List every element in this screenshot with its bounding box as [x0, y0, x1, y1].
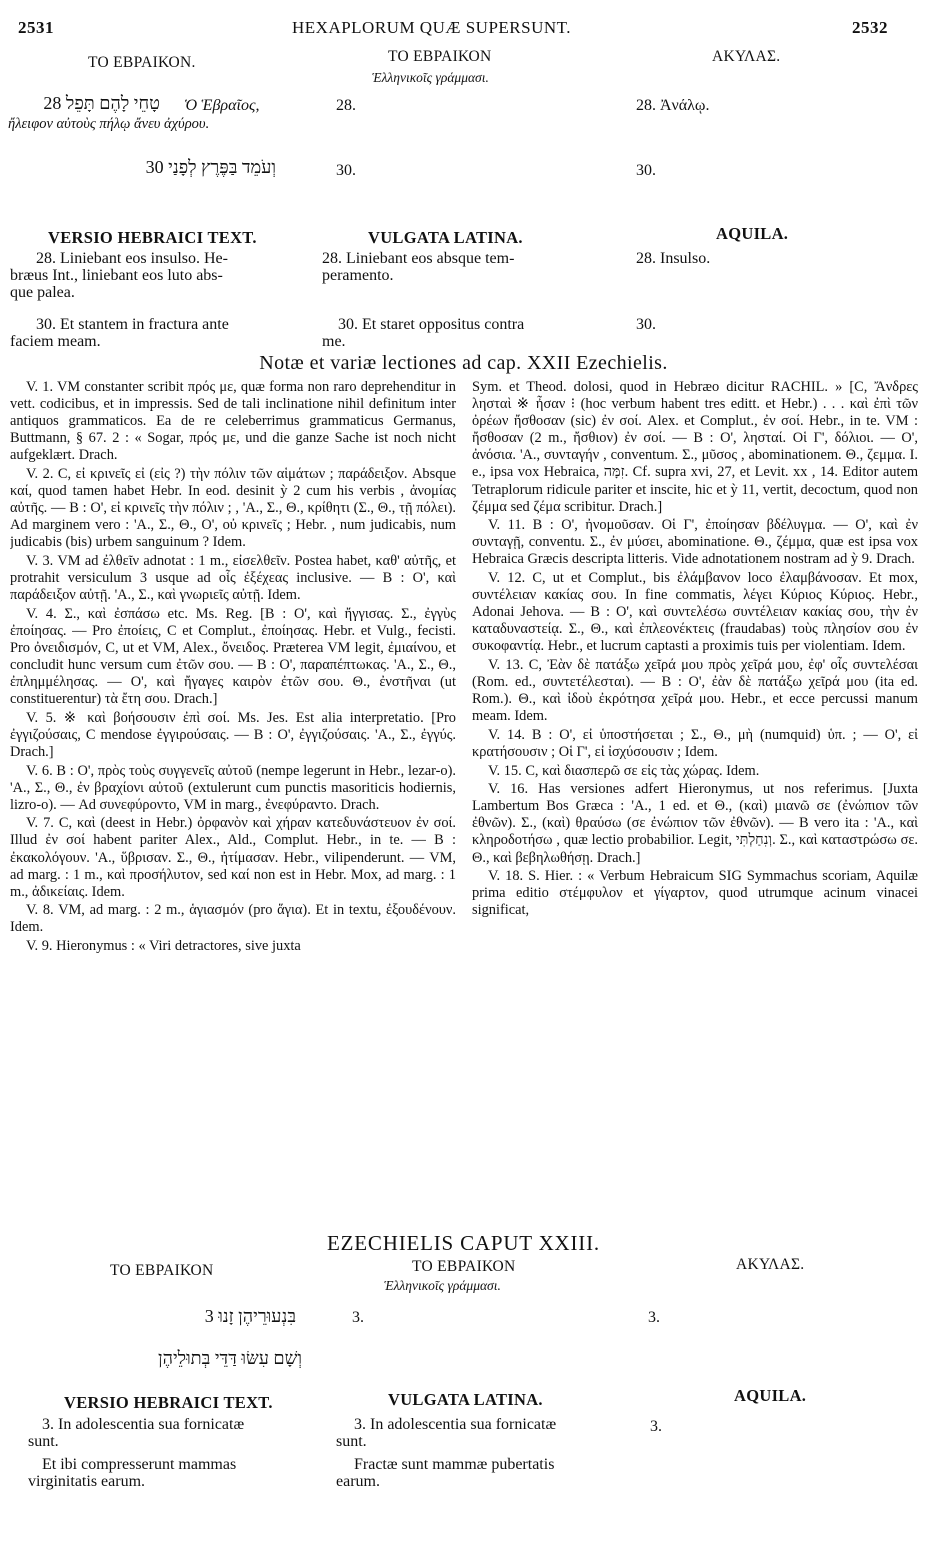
note-v9: V. 9. Hieronymus : « Viri detractores, sive juxta: [26, 938, 301, 954]
note-v11: V. 11. B : Ο', ἠνομοῦσαν. Οἱ Γ', ἐποίησαν βδέλυγμα. — Ο', καὶ ἐν συνταγῇ, conventu. Σ., ἐν μύσει, abominatione. Θ., ζέμμα, quæ est ipsa vox Hebraica Græcis descripta litteris. Vide adnotationem nostram ad ỳ 9. Drach.: [472, 517, 918, 568]
note-v9-continued: Sym. et Theod. dolosi, quod in Hebræo dicitur RACHIL. » [C, Ἄνδρες λησταὶ ※ ἦσαν ⁝ (hoc verbum habent tres editt. et Hebr.) . . . καὶ ἐπὶ τῶν ὀρέων ἤσθοσαν (sic) ἐν σοί. Alex. et Complut., ἐν σοί. Hebr., in te. VM : ἤσθοσαν (2 m., ἤσθιον) ἐν σοί. — B : Ο', λησταί. Οἱ Γ', δόλιοι. — Ο', ἀνόσια. 'Α., συνταγήν , conventum. Σ., μῦσος , abominationem. Θ., ζεμμα. I. e., ipsa vox Hebraica, זִמָּה. Cf. supra xvi, 27, et Levit. xx , 14. Editor autem Tetraplorum ridicule pariter et inscite, hic et ỳ 11, vertit, decoctum, quod non ζέμμα sed ζέμα scribitur. Drach.]: [472, 379, 918, 515]
note-v2: V. 2. C, εἰ κρινεῖς εἰ (εἰς ?) τὴν πόλιν τῶν αἱμάτων ; παράδειξον. Absque καί, quod tamen habet Hebr. In eod. desinit ỳ 2 cum his verbis , ἀνομίας αὐτῆς. — B : Ο', εἰ κρινεῖς τὴν πόλιν ; , 'Α., Σ., Θ., κρίθητι (Σ., Θ., τῇ πόλει). Ad marginem vero : 'Α., Σ., Θ., Ο', οὐ κρινεῖς ; Hebr. , num judicabis, num judicabis (bis) urbem sanguinum ? Idem.: [10, 465, 456, 551]
note-v14: V. 14. B : Ο', εἰ ὑποστήσεται ; Σ., Θ., μὴ (numquid) ὑπ. ; — Ο', εἰ κρατήσουσιν ; Οἱ Γ', εἰ ἰσχύσουσιν ; Idem.: [472, 726, 918, 760]
notes-left-column: [10, 379, 456, 1209]
note-v12: V. 12. C, ut et Complut., bis ἐλάμβανον loco ἐλαμβάνοσαν. Et mox, συντέλειαν κακίας σου. In fine commatis, λέγει Κύριος Κύριος. Hebr., Adonai Jehova. — B : Ο', καὶ συντελέσω συντέλειαν κακίας σου, τὴν ἐν καταδυναστείᾳ. Σ., Θ., καὶ ἐπλεονέκτεις (fraudabas) τοὺς πλησίον σου ἐν συκοφαντίᾳ. Hebr., et lucrum captasti a proximis tuis per violentiam. Idem.: [472, 570, 918, 655]
chapter-hebrew-verse-3-cont: וְשָׁם עִשּׂוּ דַּדֵּי בְּתוּלֵיהֶן: [158, 1348, 302, 1368]
vulgata-28-line-2: peramento.: [322, 267, 394, 284]
versio-28-line-2: bræus Int., liniebant eos luto abs-: [10, 267, 223, 284]
chapter-hebrew-verse-3: בִּנְעוּרֵיהֶן זָנוּ 3: [204, 1306, 296, 1326]
transliteration-verse-30: 30.: [336, 162, 356, 179]
chapter-title: EZECHIELIS CAPUT XXIII.: [327, 1231, 600, 1255]
vulgata-verse-30: [322, 316, 612, 350]
chapter-vulgata-line-2: sunt.: [336, 1433, 367, 1450]
chapter-versio-line-2: sunt.: [28, 1433, 59, 1450]
transliteration-subheading: Ἑλληνικοῖς γράμμασι.: [372, 70, 489, 85]
chapter-hebrew-heading: ΤΟ ΕΒΡΑΙΚΟΝ: [110, 1262, 214, 1279]
aquila-verse-30: 30.: [636, 162, 656, 179]
note-v7: V. 7. C, καὶ (deest in Hebr.) ὀρφανὸν καὶ χήραν κατεδυνάστευον ἐν σοί. Illud ἐν σοί habent pariter Alex., Ald., Complut. Hebr., in te. — B : ἐκακολόγουν. 'Α., ὕβρισαν. Σ., Θ., ἠτίμασαν. Hebr., vilipenderunt. — VM, ad marg. : 1 m., καὶ προσήλυτον, sed καί non est in Hebr. Mox, ad marg. : 1 m., ἀδικείαις. Idem.: [10, 815, 456, 900]
note-v1: V. 1. VM constanter scribit πρός με, quæ forma non raro deprehenditur in vett. codicibus, et in impressis. Sed de tali inclinatione nihil definitum inter antiquos grammaticos. Ea de re celeberrimus grammaticus Germanus, Buttmann, § 67. 2 : « Sogar, πρός με, und die ganze Sache ist noch nicht aufgeklært. Drach.: [10, 379, 456, 464]
vulgata-30-line-2: me.: [322, 333, 346, 350]
aquila-latin-30: 30.: [636, 316, 656, 333]
chapter-versio-line-1: 3. In adolescentia sua fornicatæ: [42, 1416, 245, 1433]
transliteration-column-heading: ΤΟ ΕΒΡΑΙΚΟΝ: [388, 48, 492, 65]
chapter-aquila-verse-3: 3.: [648, 1309, 660, 1326]
chapter-aquila-heading: ΑΚΥΛΑΣ.: [736, 1256, 805, 1273]
running-title: HEXAPLORUM QUÆ SUPERSUNT.: [292, 18, 572, 37]
versio-30-line-2: faciem meam.: [10, 333, 101, 350]
aquila-verse-28: 28. Ἀνάλῳ.: [636, 97, 710, 114]
chapter-vulgata-heading: VULGATA LATINA.: [388, 1390, 543, 1409]
note-v16: V. 16. Has versiones adfert Hieronymus, ut nos referimus. [Juxta Lambertum Bos Græca : 'Α., 1 ed. et Θ., (καὶ) μιανῶ σε (ἐνώπιον τῶν ἐθνῶν). Σ., (καὶ) θραύσω (σε ἐνώπιον τῶν ἐθνῶν). — B vero ita : 'Α., καὶ κληροδοτήσω , quæ lectio probabilior. Legit, וְנִחַלְתִּי. Σ., καὶ καταστρώσω σε. Θ., καὶ βεβηλωθήσῃ. Drach.]: [472, 781, 918, 866]
chapter-vulgata-verse-3: [336, 1416, 626, 1490]
versio-28-line-1: 28. Liniebant eos insulso. He-: [36, 250, 228, 267]
hebrew-column-heading: ΤΟ ΕΒΡΑΙΚΟΝ.: [88, 54, 196, 71]
vulgata-28-line-1: 28. Liniebant eos absque tem-: [322, 250, 515, 267]
hebrew-verse-30: וְעֹמֵד בַּפֶּרֶץ לְפָנַי 30: [145, 157, 276, 177]
chapter-vulgata-line-4: earum.: [336, 1473, 380, 1490]
chapter-versio-heading: VERSIO HEBRAICI TEXT.: [64, 1393, 273, 1412]
vulgata-30-line-1: 30. Et staret oppositus contra: [338, 316, 525, 333]
chapter-transliteration-verse-3: 3.: [352, 1309, 364, 1326]
notes-title: Notæ et variæ lectiones ad cap. XXII Ezechielis.: [259, 352, 668, 374]
chapter-versio-line-4: virginitatis earum.: [28, 1473, 146, 1490]
note-v15: V. 15. C, καὶ διασπερῶ σε εἰς τὰς χώρας. Idem.: [488, 762, 760, 779]
hebrew-verse-28: טָחֵי לָהֶם תָּפֵל 28: [43, 93, 160, 113]
aquila-latin-28: 28. Insulso.: [636, 250, 711, 267]
note-v6: V. 6. B : Ο', πρὸς τοὺς συγγενεῖς αὐτοῦ (nempe legerunt in Hebr., lezar-o). 'Α., Σ., Θ., ἐν βραχίονι αὐτοῦ (extulerunt cum punctis masoriticis hodiernis, lizro-o). — Ad συνεφύροντο, VM in marg., ἐνεφύραντο. Drach.: [10, 762, 456, 813]
chapter-transliteration-heading: ΤΟ ΕΒΡΑΙΚΟΝ: [412, 1258, 516, 1275]
transliteration-verse-28: 28.: [336, 97, 356, 114]
note-v3: V. 3. VM ad ἐλθεῖν adnotat : 1 m., εἰσελθεῖν. Postea habet, καθ' αὐτῆς, et protrahit versiculum 3 usque ad οἷς ἐξέχεας inclusive. — B : Ο', καὶ παράδειξον αὐτῇ. 'Α., Σ., καὶ γνωριεῖς αὐτῇ. Idem.: [10, 552, 456, 604]
chapter-aquila-latin-verse-3: 3.: [650, 1418, 662, 1435]
greek-verse-28-text: ἤλειφον αὐτοὺς πήλῳ ἄνευ ἀχύρου.: [8, 116, 210, 132]
vulgata-heading: VULGATA LATINA.: [368, 228, 523, 247]
note-v18: V. 18. S. Hier. : « Verbum Hebraicum SIG Symmachus scoriam, Aquilæ prima editio στέμφυλον et γίγαρτον, quod utrumque acinum vinacei significat,: [472, 868, 918, 919]
chapter-transliteration-subheading: Ἑλληνικοῖς γράμμασι.: [384, 1278, 501, 1293]
versio-heading: VERSIO HEBRAICI TEXT.: [48, 228, 257, 247]
note-v5: V. 5. ※ καὶ βοήσουσιν ἐπὶ σοί. Ms. Jes. Est alia interpretatio. [Pro ἐγγιζούσαις, C mendose ἐγγιρούσαις. — B : Ο', ἐγγιζούσαις. 'Α., Σ., ἐγγύς. Drach.]: [10, 709, 456, 760]
notes-right-column: [472, 379, 918, 1209]
left-page-number: 2531: [18, 18, 54, 37]
versio-verse-28: [10, 250, 310, 301]
chapter-vulgata-line-3: Fractæ sunt mammæ pubertatis: [354, 1456, 555, 1473]
chapter-vulgata-line-1: 3. In adolescentia sua fornicatæ: [354, 1416, 557, 1433]
aquila-column-heading: ΑΚΥΛΑΣ.: [712, 48, 781, 65]
versio-28-line-3: que palea.: [10, 284, 75, 301]
chapter-versio-verse-3: [28, 1416, 328, 1490]
note-v8: V. 8. VM, ad marg. : 2 m., ἁγιασμόν (pro ἅγια). Et in textu, ἐξουδένουν. Idem.: [10, 902, 456, 936]
right-page-number: 2532: [852, 18, 888, 37]
versio-30-line-1: 30. Et stantem in fractura ante: [36, 316, 229, 333]
chapter-versio-line-3: Et ibi compresserunt mammas: [42, 1456, 237, 1473]
greek-verse-28-label: Ὁ Ἑβραῖος,: [184, 97, 260, 114]
vulgata-verse-28: [322, 250, 612, 284]
versio-verse-30: [10, 316, 310, 350]
note-v13: V. 13. C, Ἐὰν δὲ πατάξω χεῖρά μου πρὸς χεῖρά μου, ἐφ' οἷς συντελέσαι (Rom. ed., συντετέλεσται). — B : Ο', ἐὰν δὲ πατάξω χεῖρά μου (ita ed. Rom.). Θ., καὶ ἰδοὺ ἐκρότησα χεῖρά μου. Hebr., et ecce percussi manum meam. Idem.: [472, 657, 918, 725]
aquila-latin-heading: AQUILA.: [716, 224, 789, 243]
chapter-aquila-latin-heading: AQUILA.: [734, 1386, 807, 1405]
note-v4: V. 4. Σ., καὶ ἐσπάσω etc. Ms. Reg. [B : Ο', καὶ ἤγγισας. Σ., ἐγγὺς ἐποίησας. — Pro ἐποίεις, C et Complut., ἐποίησας. Hebr. et Vulg., fecisti. Pro ὀνειδισμόν, C, ut et VM, Alex., ὄνειδος. Præterea VM legit, ἐμιαίνου, et concludit hunc versum cum ἐτῶν σου. — B : Ο', παραπέπτωκας. 'Α., Σ., Θ., ἐπλημμέλησας. — Ο', καὶ ἤγαγες καιρὸν ἐτῶν σου. Θ., ἐνστῆναι (ut constituerentur) τὰ ἔτη σου. Drach.]: [10, 605, 456, 708]
